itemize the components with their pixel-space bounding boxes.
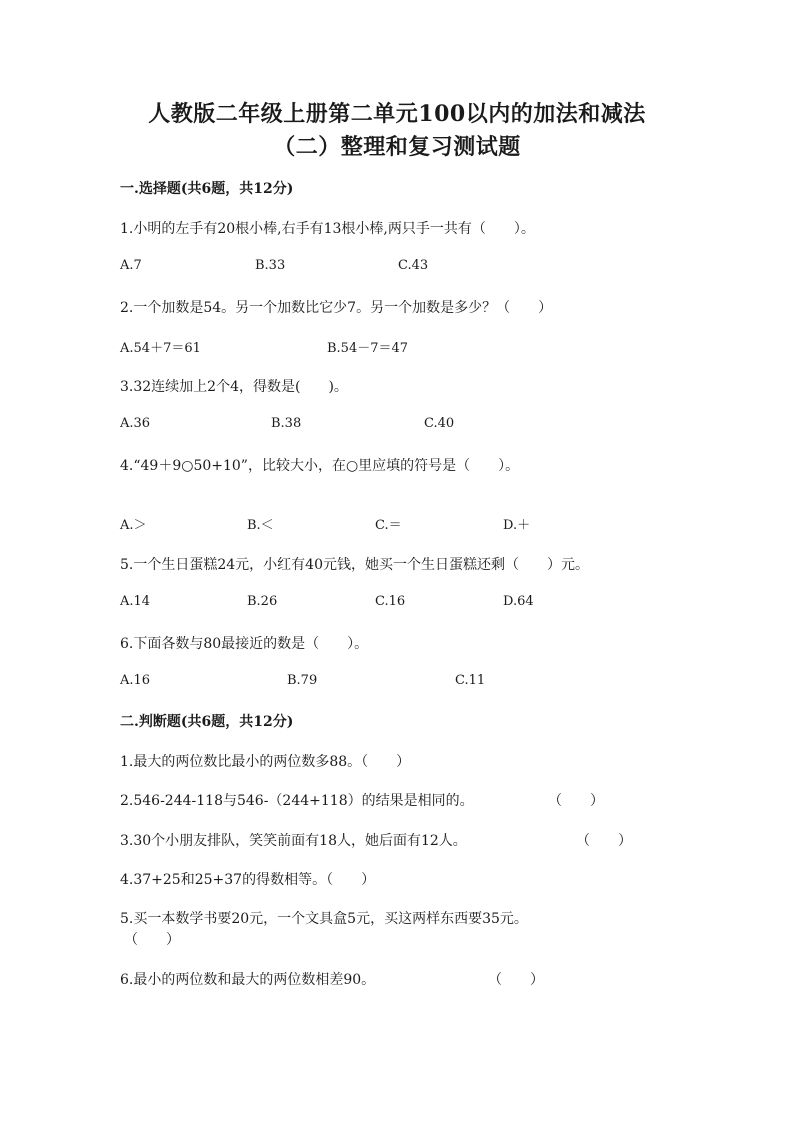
choice-q5-option-d: D.64 — [503, 594, 534, 609]
judgement-question-1: 1.最大的两位数比最小的两位数多88。（ ） — [120, 754, 411, 770]
choice-question-4: 4.“49＋9○50+10”，比较大小，在○里应填的符号是（ ）。 — [120, 458, 520, 474]
page-title-line2: （二）整理和复习测试题 — [273, 134, 521, 160]
choice-q6-option-b: B.79 — [287, 673, 318, 688]
choice-q2-option-b: B.54－7＝47 — [327, 341, 409, 356]
choice-question-2: 2.一个加数是54。另一个加数比它少7。另一个加数是多少？（ ） — [120, 300, 553, 316]
judgement-question-3: 3.30个小朋友排队，笑笑前面有18人，她后面有12人。 — [120, 833, 467, 849]
judgement-q2-bracket: （ ） — [548, 793, 604, 809]
choice-q5-option-c: C.16 — [375, 594, 406, 609]
choice-question-6: 6.下面各数与80最接近的数是（ ）。 — [120, 636, 369, 652]
choice-question-1: 1.小明的左手有20根小棒,右手有13根小棒,两只手一共有（ ）。 — [120, 221, 535, 237]
choice-q3-option-b: B.38 — [271, 416, 302, 431]
choice-q1-option-a: A.7 — [120, 258, 142, 273]
judgement-q3-bracket: （ ） — [576, 833, 632, 849]
section-heading-judgement: 二.判断题(共6题，共12分) — [120, 714, 294, 730]
choice-q4-option-c: C.＝ — [375, 518, 402, 533]
choice-q4-option-b: B.＜ — [247, 518, 274, 533]
choice-q3-option-a: A.36 — [120, 416, 151, 431]
page-title-line1: 人教版二年级上册第二单元100以内的加法和减法 — [148, 101, 646, 127]
choice-question-3: 3.32连续加上2个4，得数是( )。 — [120, 379, 348, 395]
choice-q4-option-a: A.＞ — [120, 518, 147, 533]
choice-q6-option-a: A.16 — [120, 673, 151, 688]
judgement-question-5: 5.买一本数学书要20元，一个文具盒5元，买这两样东西要35元。 — [120, 911, 528, 927]
choice-q1-option-b: B.33 — [255, 258, 286, 273]
choice-q2-option-a: A.54＋7＝61 — [120, 341, 201, 356]
section-heading-choice: 一.选择题(共6题，共12分) — [120, 181, 294, 197]
judgement-question-4: 4.37+25和25+37的得数相等。（ ） — [120, 872, 376, 888]
choice-q5-option-a: A.14 — [120, 594, 151, 609]
judgement-q6-bracket: （ ） — [488, 972, 544, 988]
choice-q3-option-c: C.40 — [424, 416, 455, 431]
choice-q5-option-b: B.26 — [247, 594, 278, 609]
judgement-question-2: 2.546-244-118与546-（244+118）的结果是相同的。 — [120, 793, 474, 809]
judgement-q5-bracket: （ ） — [124, 932, 180, 948]
choice-question-5: 5.一个生日蛋糕24元，小红有40元钱，她买一个生日蛋糕还剩（ ）元。 — [120, 557, 589, 573]
judgement-question-6: 6.最小的两位数和最大的两位数相差90。 — [120, 972, 376, 988]
choice-q4-option-d: D.＋ — [503, 518, 531, 533]
choice-q6-option-c: C.11 — [455, 673, 486, 688]
choice-q1-option-c: C.43 — [398, 258, 429, 273]
